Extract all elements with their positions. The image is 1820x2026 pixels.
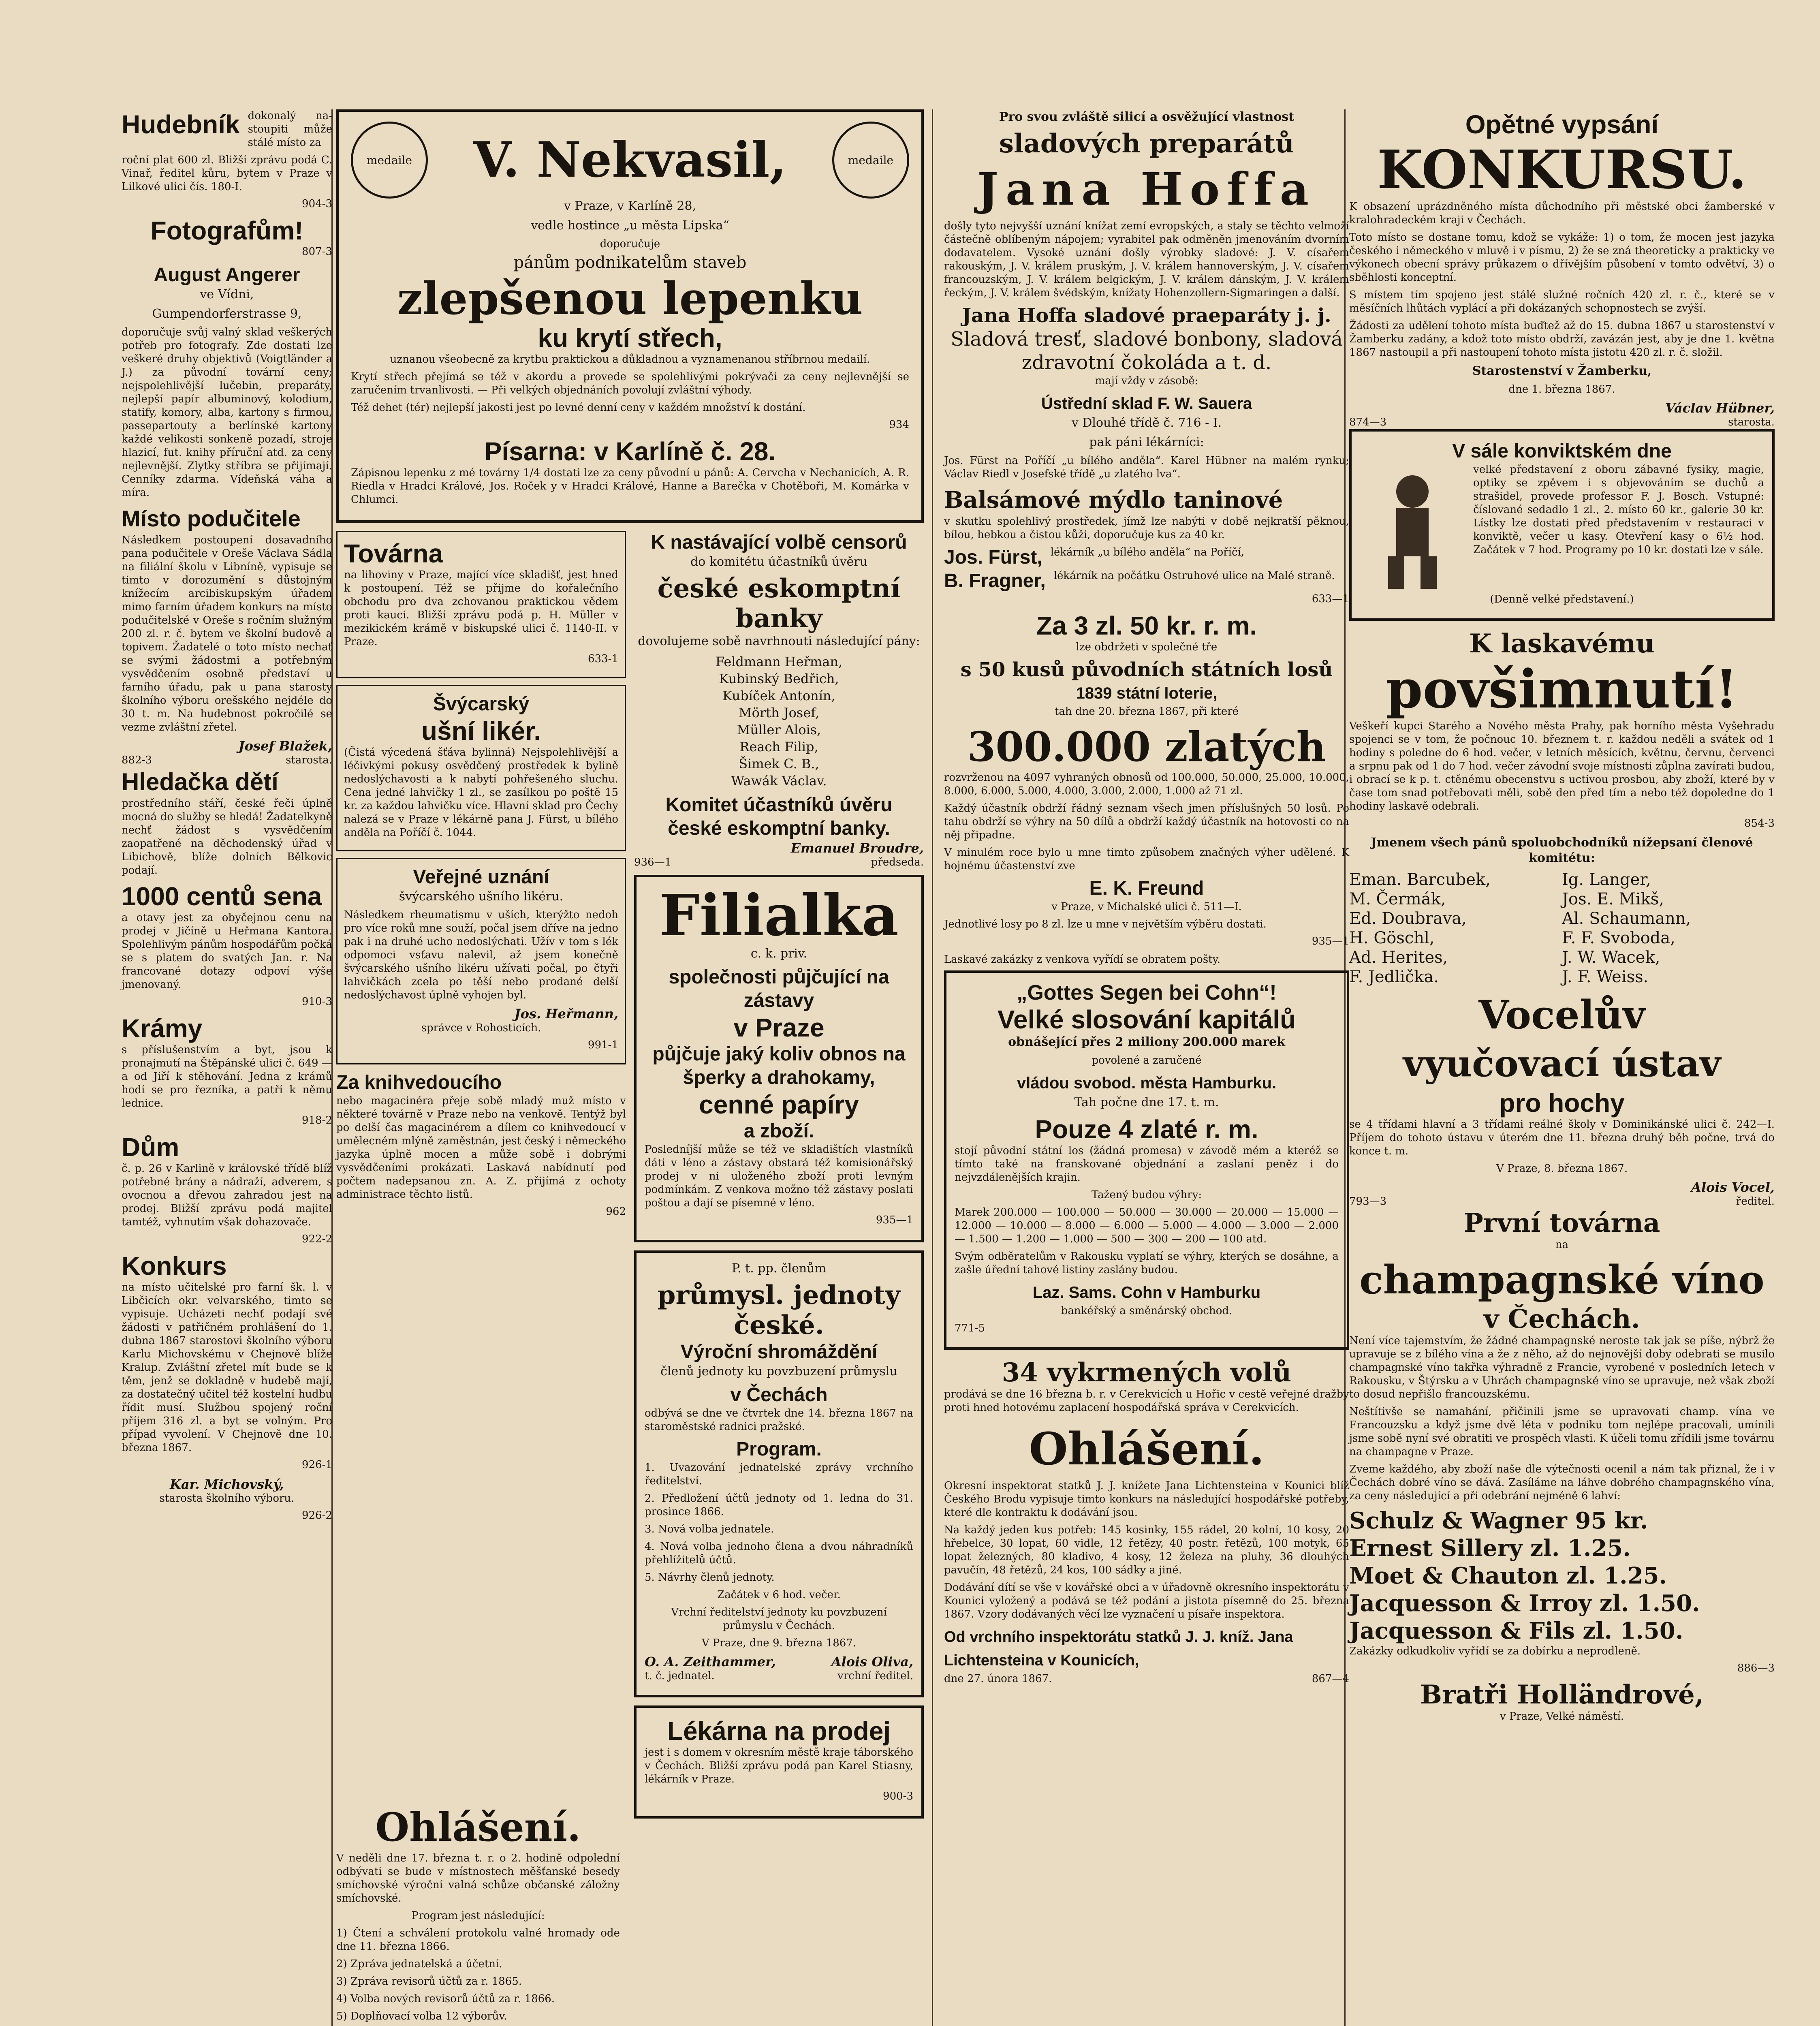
- ad-ref: 900-3: [883, 1790, 913, 1802]
- advertiser-hotel: vedle hostince „u města Lipska“: [531, 218, 729, 233]
- ad-title: KONKURSU.: [1377, 139, 1747, 201]
- committee: Komitet účastníků úvěru: [665, 794, 893, 816]
- ad-text: na lihoviny v Praze, mající více skladišť, jest hned k postoupení. Též se přijme do kořalečního obchodu pro dva zchovanou praktickou vědem proti kauci. Bližší zprávu podá p. H. Müller v mezikickém krámě v biskupské ulici č. 1140-II. v Praze.: [344, 569, 618, 648]
- list-item: F. F. Svoboda,: [1562, 929, 1675, 947]
- names-list: [634, 653, 924, 789]
- ad-censoru: [634, 531, 924, 869]
- ad-text: obnášející přes 2 miliony 200.000 marek: [1008, 1035, 1285, 1049]
- ad-text: rozvrženou na 4097 vyhraných obnosů od 100.000, 50.000, 25.000, 10.000, 8.000, 6.000, 5.000, 4.000, 3.000, 2.000, 1.000 až 71 zl.: [944, 772, 1349, 797]
- list-item: Ad. Herites,: [1349, 948, 1448, 967]
- ad-depot: Ústřední sklad F. W. Sauera: [1041, 395, 1252, 412]
- ad-org2: Vrchní ředitelství jednoty ku povzbuzení průmyslu v Čechách.: [671, 1606, 887, 1632]
- signature-role: ředitel.: [1736, 1195, 1775, 1207]
- medal-icon: medaile: [832, 122, 909, 199]
- committee-bank: české eskomptní banky.: [668, 818, 890, 839]
- ad-price: Za 3 zl. 50 kr. r. m.: [1036, 611, 1257, 640]
- ad-text: s příslušenstvím a byt, jsou k pronajmutí na Štěpánské ulici č. 649 — a od Jiří k stěhování. Jedna z krámů hodí se pro řezníka, a patří k němu lednice.: [122, 1044, 332, 1109]
- ad-fotografum: [122, 216, 332, 500]
- seller: B. Fragner,: [944, 570, 1046, 592]
- list-item: 1. Uvazování jednatelské zprávy vrchního ředitelství.: [645, 1462, 913, 1487]
- ad-text: Krytí střech přejímá se též v akordu a provede se spolehlivými pokrývači za ceny nejlevnější se zaručením trvanlivosti. — Při velkých objednáních povolují zvláštní výhody.: [351, 371, 909, 396]
- column-rule: [932, 109, 933, 2026]
- ad-ref: 918-2: [302, 1114, 332, 1126]
- ad-konvikt: [1349, 429, 1775, 621]
- ad-text: Toto místo se dostane tomu, kdož se vykáže: 1) o tom, že mocen jest jazyka českého i německého v mluvě i v písmu, 2) že se zná theoreticky a prakticky ve výkonech obecní správy průkazem o dřívějším působení v tomto odvětví, 3) o sběhlosti konceptní.: [1349, 231, 1775, 284]
- ad-text: Veškeří kupci Starého a Nového města Prahy, pak horního města Vyšehradu spojenci se v tom, že počnouc 10. březnem t. r. každou neděli a svátek od 1 hodiny s poledne do 6 hod. večer, v letních měsících, květnu, červnu, červenci a srpnu pak od 1 do 7 hod. večer závodní svoje místnosti zůplna zavírati budou, i obrací se k p. t. ctěnému obecenstvu s uctivou prosbou, aby zboží, které by v čase tom snad potřebovati měli, sobě den před tím a nebo též dopoledne do 1 hodiny laskavě odebrali.: [1349, 720, 1775, 812]
- ad-title: ušní likér.: [421, 716, 541, 746]
- ad-sub: vyučovací ústav: [1403, 1042, 1721, 1085]
- ad-price: Pouze 4 zlaté r. m.: [1035, 1115, 1258, 1144]
- place: v Praze: [733, 1013, 825, 1042]
- ad-balsam: [944, 485, 1349, 605]
- ad-purpose: ku krytí střech,: [538, 323, 722, 353]
- medal-icon: medaile: [351, 122, 428, 199]
- ad-ohlaseni-zalozna: [336, 1803, 620, 2026]
- list-item: 3. Nová volba jednatele.: [645, 1523, 774, 1535]
- ad-from: Od vrchního inspektorátu statků J. J. kníž. Jana Lichtensteina v Kounicích,: [944, 1628, 1293, 1669]
- signature-role: t. č. jednatel.: [645, 1670, 715, 1682]
- ad-prize: 300.000 zlatých: [967, 723, 1326, 771]
- ad-place: v Čechách.: [1484, 1304, 1640, 1334]
- signature-role: starosta.: [286, 754, 332, 766]
- list-item: Al. Schaumann,: [1562, 909, 1691, 928]
- ad-ref: 934: [889, 419, 909, 431]
- ad-depot-place: v Dlouhé třídě č. 716 - I.: [1071, 416, 1222, 430]
- ad-hoff: [944, 109, 1349, 481]
- ad-lead: Pro svou zvláště silicí a osvěžující vlastnost: [999, 110, 1295, 124]
- ad-ref: 771-5: [955, 1322, 985, 1334]
- list-item: Ernest Sillery zl. 1.25.: [1349, 1535, 1631, 1562]
- ad-text: Žádosti za udělení tohoto místa buďtež až do 15. dubna 1867 u starostenství v Žamberku zadány, a kdož toto místo obdrží, zavázán jest, aby je dne 1. května 1867 nastoupil a při nastoupení tohoto místa jistotu 420 zl. r. č. složil.: [1349, 320, 1775, 359]
- ad-sub: c. k. priv.: [750, 947, 807, 961]
- ad-ref: 910-3: [302, 996, 332, 1008]
- ad-ref: 633—1: [1312, 593, 1349, 605]
- ad-title: Ohlášení.: [375, 1804, 581, 1850]
- ad-text: odbývá se dne ve čtvrtek dne 14. března 1867 na staroměstské radnici pražské.: [645, 1407, 913, 1433]
- ad-ref: 886—3: [1737, 1662, 1775, 1674]
- ad-title: Ohlášení.: [1029, 1423, 1265, 1475]
- advertiser-name: August Angerer: [154, 264, 300, 286]
- ad-ref: 926-1: [302, 1459, 332, 1471]
- ad-sub: švýcarského ušního likéru.: [399, 889, 564, 904]
- ad-text: prodává se dne 16 března b. r. v Cerekvicích u Hořic v cestě veřejné dražby proti hned hotovému zaplacení hospodářská správa v Cerekvicích.: [944, 1388, 1349, 1414]
- list-item: Ig. Langer,: [1562, 870, 1651, 889]
- list-item: 2) Zpráva jednatelská a účetní.: [336, 1958, 502, 1970]
- start-time: Začátek v 6 hod. večer.: [717, 1589, 841, 1601]
- ad-svycarsky: [336, 685, 626, 851]
- ad-title: Lékárna na prodej: [667, 1716, 891, 1746]
- ad-ref: 633-1: [588, 653, 618, 665]
- ad-ref: 882-3: [122, 754, 152, 766]
- ad-text: se 4 třídami hlavní a 3 třídami reálné školy v Dominikánské ulici č. 242—I. Příjem do tohoto ústavu v úterém dne 11. března druhý běh počne, trvá do konce t. m.: [1349, 1118, 1775, 1157]
- ad-title: Dům: [122, 1133, 179, 1162]
- ad-dum: [122, 1132, 332, 1245]
- ad-ref: 904-3: [302, 198, 332, 210]
- ad-items: Na každý jeden kus potřeb: 145 kosinky, 155 rádel, 20 kolní, 10 kosy, 20 hřebelce, 30 lopat, 60 vidle, 12 řetězy, 40 postr. řetězů, 100 motyk, 65 lopat železných, 80 kladivo, 4 kosy, 12 železa na pluhy, 36 dlouhých pavučín, 48 řetězů, 24 kos, 100 sádky a jiné.: [944, 1524, 1349, 1576]
- ad-text: cenné papíry: [699, 1090, 859, 1119]
- ad-tovarna: [336, 531, 626, 678]
- signature: Jos. Heřmann,: [514, 1006, 618, 1022]
- ad-filialka: [634, 875, 924, 1242]
- ad-hledacka: [122, 767, 332, 877]
- ad-lots: s 50 kusů původních státních losů: [960, 658, 1333, 681]
- office: Starostenství v Žamberku,: [1472, 364, 1652, 378]
- ad-date: V Praze, dne 9. března 1867.: [701, 1637, 857, 1649]
- names-title: Jmenem všech pánů spoluobchodníků nížepsaní členové komitétu:: [1371, 836, 1753, 865]
- list-item: 4. Nová volba jednoho člena a dvou náhradníků přehlížitelů účtů.: [645, 1541, 913, 1566]
- ad-title: 1000 centů sena: [122, 882, 322, 911]
- brand-price-list: [1349, 1507, 1775, 1645]
- ad-text: povolené a zaručené: [1092, 1054, 1202, 1066]
- ad-title: Vocelův: [1478, 992, 1645, 1038]
- firm: Laz. Sams. Cohn v Hamburku: [1032, 1284, 1261, 1302]
- ad-text: a otavy jest za obyčejnou cenu na prodej v Jičíně u Heřmana Kantora. Spolehlivým pánům hospodářům počká se s platem do svatých Jan. r. Na francované dotazy odpoví výše jmenovaný.: [122, 912, 332, 991]
- list-item: 1) Čtení a schválení protokolu valné hromady ode dne 11. března 1866.: [336, 1927, 620, 1953]
- ad-za-knihvedouciho: [336, 1071, 626, 1218]
- ad-text: V neděli dne 17. března t. r. o 2. hodině odpolední odbývati se bude v místnostech měšťanské besedy smíchovské výroční valná schůze občanské záložny smíchovské.: [336, 1852, 620, 1904]
- ad-date: V Praze, 8. března 1867.: [1496, 1163, 1628, 1175]
- list-item: Reach Filip,: [739, 739, 818, 754]
- ad-pharm: pak páni lékárníci:: [1089, 435, 1204, 449]
- ad-bank: české eskomptní banky: [657, 573, 901, 634]
- ad-seno: [122, 881, 332, 1008]
- ad-note: (Denně velké představení.): [1490, 593, 1634, 605]
- ad-title: Krámy: [122, 1014, 203, 1043]
- ad-title: Fotografům!: [150, 216, 303, 245]
- ad-ref: 867—4: [1312, 1673, 1349, 1685]
- ad-text: Tažený budou výhry:: [1091, 1189, 1202, 1201]
- ad-title: Konkurs: [122, 1251, 227, 1280]
- ad-pharms: Jos. Fürst na Poříčí „u bílého anděla“. Karel Hübner na malém rynku; Václav Riedl v Josefské třídě „u zlatého lva“.: [944, 455, 1349, 480]
- list-item: Schulz & Wagner 95 kr.: [1349, 1507, 1648, 1534]
- ad-name2: Jana Hoffa sladové praeparáty j. j.: [962, 304, 1331, 327]
- ad-text: Zveme každého, aby zboží naše dle výtečnosti ocenil a nám tak přiznal, že i v Čechách dobré víno se dává. Zasíláme na láhve dobrého champagnského vína, za ceny následující a při odebrání nejméně 6 lahví:: [1349, 1463, 1775, 1502]
- ad-title: Továrna: [344, 539, 443, 568]
- firm-desc: bankéřský a směnárský obchod.: [1061, 1305, 1233, 1317]
- list-item: F. Jedlička.: [1349, 968, 1439, 986]
- ad-place: v Čechách: [730, 1384, 828, 1406]
- ad-year: 1839 státní loterie,: [1076, 684, 1218, 702]
- ad-text: V minulém roce bylo u mne timto způsobem značných výher udělené. K hojnému účastenství zve: [944, 846, 1349, 872]
- advertiser-place: v Praze, v Karlíně 28,: [564, 199, 696, 213]
- firm: E. K. Freund: [1089, 878, 1204, 899]
- ad-title: průmysl. jednoty české.: [657, 1280, 901, 1340]
- signature: O. A. Zeithammer,: [645, 1654, 776, 1669]
- ad-vocel: [1349, 991, 1775, 1208]
- ad-text: jest i s domem v okresním městě kraje táborského v Čechách. Bližší zprávu podá pan Karel Stiasny, lékárník v Praze.: [645, 1746, 913, 1785]
- ad-loterie: [944, 611, 1349, 966]
- ad-ref: 935—1: [876, 1214, 913, 1226]
- firm-address: v Praze, v Michalské ulici č. 511—I.: [1051, 901, 1242, 913]
- ad-lead: První továrna: [1463, 1208, 1660, 1238]
- ad-title: 34 vykrmených volů: [1002, 1357, 1292, 1388]
- list-item: Feldmann Heřman,: [715, 654, 843, 669]
- advertiser-name: V. Nekvasil,: [473, 131, 787, 188]
- list-item: Mörth Josef,: [738, 705, 820, 720]
- signature-role: správce v Rohosticích.: [421, 1022, 541, 1034]
- ad-text: půjčuje jaký koliv obnos na: [652, 1043, 906, 1065]
- ad-text: Jednotlivé losy po 8 zl. lze u mne v největším výběru dostati.: [944, 918, 1267, 930]
- column-3: [944, 109, 1349, 1690]
- ad-slogan: „Gottes Segen bei Cohn“!: [1017, 981, 1277, 1004]
- list-item: 2. Předložení účtů jednoty od 1. ledna do 31. prosince 1866.: [645, 1492, 913, 1518]
- ad-misto-podučitele: [122, 504, 332, 767]
- ad-title: povšimnutí!: [1386, 658, 1738, 720]
- list-item: Kubíček Antonín,: [722, 688, 835, 703]
- ad-draw: Tah počne dne 17. t. m.: [1074, 1095, 1219, 1109]
- ad-text: Neštítivše se namahání, přičinili jsme se upravovati champ. vína ve Francouzsku a když jsme dvě léta v podniku tom nejlépe pracovali, umínili jsme sobě nyní své obratiti ve prospěch vlasti. K účeli tomu zřídili jsme továrnu na champagne v Praze.: [1349, 1406, 1775, 1458]
- ad-povsimnuti: [1349, 629, 1775, 987]
- list-item: Wawák Václav.: [731, 773, 827, 789]
- list-item: J. F. Weiss.: [1562, 968, 1649, 986]
- prize-list: Marek 200.000 — 100.000 — 50.000 — 30.000 — 20.000 — 15.000 — 12.000 — 10.000 — 8.000 — 6.000 — 5.000 — 4.000 — 3.000 — 2.000 — 1.500 — 1.200 — 1.000 — 500 — 300 — 200 — 100 atd.: [955, 1206, 1339, 1245]
- ad-date: dne 1. března 1867.: [1508, 383, 1615, 395]
- ad-title: Hledačka dětí: [122, 768, 278, 795]
- ad-sub: sladových preparátů: [999, 128, 1295, 159]
- ad-text: v skutku spolehlivý prostředek, jímž lze nabýti v době nejkratší pěknou, bílou, hebkou a čistou kůži, doporučuje kus za 40 kr.: [944, 515, 1349, 541]
- program-title: Program jest následující:: [411, 1910, 545, 1922]
- ad-text: prostředního stáří, české řeči úplně mocná do služby se hledá! Žadatelkyně nechť žádost s vysvědčením zaopatřené na děchodenský úřad v Libichově, blíže dolních Bělkovic podají.: [122, 797, 332, 876]
- ad-text: Není více tajemstvím, že žádné champagnské neroste tak jak se píše, nýbrž že upravuje se z bílého vína a že z něho, až do nejnovější doby odebrati se musilo champagnské víno takřka výhradně z Francie, vyrobené v posledních letech v Rakousku, v Štýrsku a v Uhrách champagnské víno se upravuje, než však zboží to dosud nepřišlo francouzskému.: [1349, 1335, 1775, 1400]
- ad-ref: 807-3: [302, 246, 332, 258]
- ad-audience: pánům podnikatelům staveb: [513, 253, 747, 272]
- ad-title: Veřejné uznání: [413, 866, 549, 888]
- advertiser-street: Gumpendorferstrasse 9,: [152, 307, 302, 321]
- ad-office: Písarna: v Karlíně č. 28.: [484, 437, 776, 466]
- list-item: M. Čermák,: [1349, 890, 1446, 908]
- ad-text: nebo magacinéra přeje sobě mladý muž místo v některé továrně v Praze nebo na venkově. Tentýž byl po delší čas magacinérem a dílem co knihvedoucí v umělecném mlýně zaměstnán, jest český i německého jazyka úplně mocen a může sobě i dobrými vysvědčeními prokázati. Laskavá nabídnutí pod počtem nadepsanou zn. A. Z. přijímá z ochoty administrace těchto listů.: [336, 1095, 626, 1201]
- ad-title: Balsámové mýdlo taninové: [944, 487, 1283, 513]
- signature-role: vrchní ředitel.: [837, 1670, 913, 1682]
- list-item: Ed. Doubrava,: [1349, 909, 1467, 928]
- ad-note: Laskavé zakázky z venkova vyřídí se obratem pošty.: [944, 953, 1221, 966]
- column-4: [1349, 109, 1775, 1727]
- magician-illustration-icon: [1360, 463, 1465, 593]
- firm: Bratři Holländrové,: [1420, 1680, 1704, 1710]
- signature: Alois Vocel,: [1691, 1180, 1775, 1195]
- list-item: J. W. Wacek,: [1562, 948, 1660, 967]
- ad-lekarna: [634, 1705, 924, 1819]
- list-item: 5) Doplňovací volba 12 výborův.: [336, 2010, 507, 2022]
- ad-text: Zakázky odkudkoliv vyřídí se za dobírku a neprodleně.: [1349, 1645, 1641, 1657]
- ad-ref: 922-2: [302, 1233, 332, 1245]
- ad-konkurs: [122, 1251, 332, 1522]
- ad-lead: Opětné vypsání: [1465, 110, 1659, 139]
- ad-text: uznanou všeobecně za krytbu praktickou a důkladnou a vyznamenanou stříbrnou medailí.: [390, 353, 870, 365]
- signature: Josef Blažek,: [238, 738, 332, 754]
- signature-role: starosta školního výboru.: [159, 1492, 295, 1505]
- ad-konkursu: [1349, 109, 1775, 429]
- list-item: H. Göschl,: [1349, 929, 1435, 947]
- names-grid: [1349, 870, 1775, 987]
- ad-text: Svým odběratelům v Rakousku vyplatí se výhry, kterých se dosáhne, a zašle úřední tahové listiny zaslány budou.: [955, 1250, 1339, 1276]
- company: společnosti půjčující na zástavy: [669, 966, 889, 1011]
- ad-text: velké představení z oboru zábavné fysiky, magie, optiky se zpěvem i s objevováním se duchů a strašidel, provede professor F. J. Bosch. Vstupné: číslované sedadlo 1 zl., 2. místo 60 kr., galerie 30 kr. Lístky lze dostati před představením v restauraci v konviktě, večer u kasy. Otevření kasy o 6½ hod. Začátek v 7 hod. Programy po 10 kr. dostati lze v sále.: [1473, 464, 1764, 556]
- ad-champagne: [1349, 1208, 1775, 1723]
- column-1: [122, 109, 332, 1527]
- ad-title: Místo podučitele: [122, 506, 301, 531]
- ad-prumysl: [634, 1250, 924, 1697]
- ad-product: zlepšenou lepenku: [397, 272, 863, 325]
- ad-nekvasil: [336, 109, 924, 523]
- program-title: Program.: [736, 1438, 822, 1460]
- list-item: Kubinský Bedřich,: [719, 671, 839, 686]
- ad-ohlaseni-kounice: [944, 1419, 1349, 1690]
- signature: Emanuel Broudre,: [790, 840, 924, 856]
- ad-text: Následkem postoupení dosavadního pana podučitele v Oreše Václava Sádla na filiální školu v Libníně, vypisuje se timto v dorozumění s důstojným knížecím arcibiskupským úřadem mimo farním úřadem konkurs na místo podučitelské v Oreše s ročním služným 200 zl. r. č. bytem ve školní budově a topivem. Žadatelé o toto místo nechať se svými žádostmi a potřebným vysvědčením osobně představí u farního úřadu, pak u pana starosty školního výboru orešského nejdéle do 30 t. m. Na hudebnost pokročilé se vezme zvláštní zřetel.: [122, 534, 332, 733]
- ad-annual: Výroční shromáždění: [680, 1341, 878, 1363]
- ad-ref: 936—1: [634, 856, 672, 868]
- ad-verejne-uznani: [336, 858, 626, 1064]
- ad-text: K obsazení uprázdněného místa důchodního při městské obci žamberské v kralohradeckém kraji v Čechách.: [1349, 201, 1775, 226]
- ad-text: lze obdržeti v společné tře: [1076, 641, 1218, 653]
- ad-what: Sladová tresť, sladové bonbony, sladová zdravotní čokoláda a t. d.: [951, 328, 1343, 374]
- list-item: Müller Alois,: [737, 722, 821, 737]
- ad-ref: 854-3: [1744, 817, 1775, 829]
- ad-voly: [944, 1358, 1349, 1415]
- ad-ref: 926-2: [302, 1509, 332, 1522]
- ad-text: roční plat 600 zl. Bližší zprávu podá C. Vinař, ředitel kůru, bytem v Praze v Lilkové ulici čís. 180-I.: [122, 154, 332, 193]
- ad-hudebnik: [122, 109, 332, 210]
- ad-title: Velké slosování kapitálů: [997, 1005, 1296, 1034]
- ad-text: č. p. 26 v Karlině v královské třídě blíž potřebné brány a nádraží, adverem, s ovocnou a dřevou zahradou jest na prodej. Bližší zprávu podá majitel tamtéž, vyhnutím však dohazovače.: [122, 1163, 332, 1228]
- ad-text: Okresní inspektorat statků J. J. knížete Jana Lichtensteina v Kounici blíž Českého Brodu vypisuje timto konkurs na následující hospodářské potřeby, které dle kontraktu k dodávání jsou.: [944, 1480, 1349, 1519]
- list-item: Šimek C. B.,: [739, 756, 819, 772]
- ad-title: Za knihvedoucího: [336, 1072, 502, 1093]
- ad-text: a zboží.: [743, 1120, 814, 1142]
- ad-na: na: [1555, 1239, 1569, 1251]
- firm-address: v Praze, Velké náměstí.: [1500, 1710, 1624, 1723]
- seller-address: lékárník „u bílého anděla“ na Poříčí,: [1050, 546, 1245, 558]
- ad-text: na místo učitelské pro farní šk. l. v Libčicích okr. velvarského, timto se vypisuje. Ucházeti nechť podají své žádosti v patřičném prohlášení do 1. dubna 1867 starostovi školního výboru Karlu Michovskému v Chejnově blíže Kralup. Zvláštní zřetel mít bude se k těm, jenž se dokladně v hudebě mají, za dostatečný učitel též kostelní hudbu řídit musí. Službou spojený roční příjem 316 zl. a byt se volným. Pro případ vyvolení. V Chejnově dne 10. března 1867.: [122, 1281, 332, 1454]
- ad-draw: tah dne 20. března 1867, při které: [1054, 705, 1239, 718]
- list-item: Moet & Chauton zl. 1.25.: [1349, 1562, 1667, 1589]
- ad-text: dovolujeme sobě navrhnouti následující pány:: [638, 634, 920, 648]
- list-item: 5. Návrhy členů jednoty.: [645, 1571, 775, 1584]
- ad-ref: 991-1: [588, 1039, 618, 1051]
- ad-title: Hudebník: [122, 110, 240, 139]
- list-item: Jos. E. Mikš,: [1562, 890, 1664, 908]
- ad-text: Též dehet (tér) nejlepší jakosti jest po levné denní ceny v každém množství k dostání.: [351, 402, 806, 414]
- ad-text: Každý účastník obdrží řádný seznam všech jmen příslušných 50 losů. Po tahu obdrží se výhry na 50 dílů a obdrží každý účastník na hotovosti co na něj připadne.: [944, 802, 1349, 841]
- ad-text: stojí původní státní los (žádná promesa) v závodě mém a kteréž se tímto také na franskované objednání a zaslaní peněz i do nejvzdálenějších krajin.: [955, 1145, 1339, 1184]
- list-item: Eman. Barcubek,: [1349, 870, 1491, 889]
- ad-recommend: doporučuje: [600, 238, 660, 250]
- ad-lead: dokonalý na-stoupiti může stálé místo za: [248, 110, 332, 149]
- column-2: [336, 109, 924, 2022]
- list-item: Jacquesson & Fils zl. 1.50.: [1349, 1618, 1683, 1644]
- ad-date: dne 27. února 1867.: [944, 1673, 1052, 1685]
- ad-ref: 874—3: [1349, 416, 1387, 428]
- ad-ref: 935—1: [1312, 935, 1349, 947]
- ad-lead: P. t. pp. členům: [731, 1261, 827, 1276]
- ad-text: Zápisnou lepenku z mé továrny 1/4 dostati lze za ceny původní u pánů: A. Cervcha v Nechanicích, A. R. Riedla v Hradci Králové, Jos. Roček y v Hradci Králové, Hanne a Barečka v Chotěboři, M. Komárka v Chlumci.: [351, 467, 909, 506]
- signature: Kar. Michovský,: [170, 1477, 284, 1492]
- ad-title: champagnské víno: [1359, 1257, 1764, 1303]
- advertiser-place: ve Vídni,: [200, 287, 254, 301]
- signature: Václav Hübner,: [1665, 400, 1775, 416]
- signature: Alois Oliva,: [831, 1654, 913, 1669]
- ad-text: došly tyto nejvyšší uznání knížat zemí evropských, a staly se těchto velmoží částečně oblíbeným nápojem; vyrabitel pak odměněn jmenováním dvorním dodavatelem. Vysoké uznání došly výrobky sladové: J. V. císařem rakouským, J. V. králem pruským, J. V. králem hannoverským, J. V. císařem francouzským, J. V. králem belgickým, J. V. králem dánským, J. V. králem řeckým, J. V. králem švédským, knížaty Hohenzollern-Sigmaringen a další.: [944, 220, 1349, 299]
- ad-title: Jana Hoffa: [977, 163, 1316, 215]
- ad-text: Posledníjší může se též ve skladištích vlastníků dáti v léno a zástavy obstará též komisionářský prodej v ni uloženého zboží proti levným podmínkám. Z venkova možno též zástavy poslati poštou a dají se písemné v léno.: [645, 1143, 913, 1209]
- ad-text: šperky a drahokamy,: [683, 1067, 875, 1088]
- ad-text: doporučuje svůj valný sklad veškerých potřeb pro fotografy. Zde dostati lze veškeré druhy objektivů (Voigtländer a J.) za původní tovární ceny; nejspolehlivější lučebin, preparáty, nejlepší papír albuminový, kolodium, statify, komory, alba, kartony s firmou, passepartouty a berlínské kartony každé velikosti sonkeně pozadí, stroje hlazicí, fut. knihy příruční atd. za ceny nejlevnější. Zlytky stříbra se přijímají. Cenníky zdarma. Vídeňská váha a míra.: [122, 326, 332, 499]
- ad-kramy: [122, 1013, 332, 1126]
- seller: Jos. Fürst,: [944, 547, 1042, 568]
- ad-org: členů jednoty ku povzbuzení průmyslu: [660, 1364, 897, 1378]
- ad-title: Filialka: [659, 883, 899, 949]
- signature-role: starosta.: [1728, 416, 1775, 428]
- ad-ref: 962: [606, 1205, 626, 1218]
- ad-lead: K laskavému: [1469, 628, 1655, 659]
- list-item: 4) Volba nových revisorů účtů za r. 1866.: [336, 1993, 555, 2005]
- ad-ref: 793—3: [1349, 1195, 1387, 1207]
- ad-text: (Čistá výcedená šťáva bylinná) Nejspolehlivější a léčivkými pokusy osvědčený prostředek k bylině nedoslýchavosti a k nabytí pohřešeného sluchu. Cena jedné lahvičky 1 zl., se zasílkou po poště 15 kr. za každou lahvičku více. Hlavní sklad pro Čechy nalezá se v Praze v lékárně pana J. Fürst, u bílého anděla na Poříčí č. 1044.: [344, 746, 618, 839]
- ad-text: vládou svobod. města Hamburku.: [1017, 1074, 1277, 1092]
- ad-cohn: [944, 970, 1349, 1350]
- ad-lead: K nastávající volbě censorů: [651, 532, 907, 553]
- ad-to: do komitétu účastníků úvěru: [690, 555, 867, 569]
- ad-for: pro hochy: [1499, 1088, 1625, 1118]
- ad-sold: mají vždy v zásobě:: [1095, 375, 1198, 387]
- list-item: Jacquesson & Irroy zl. 1.50.: [1349, 1590, 1700, 1617]
- ad-title: V sále konviktském dne: [1452, 440, 1672, 462]
- seller-address: lékárník na počátku Ostruhové ulice na Malé straně.: [1053, 570, 1335, 582]
- list-item: 3) Zpráva revisorů účtů za r. 1865.: [336, 1975, 522, 1988]
- ad-text: Dodávání dítí se vše v kovářské obci a v úřadovně okresního inspektorátu v Kounici vyložený a podává se též podání a jistota písemně do 25. března 1867. Vzory dodávaných věcí lze vyznačení u písaře inspektora.: [944, 1581, 1349, 1620]
- ad-title: Švýcarský: [433, 693, 530, 715]
- ad-text: S místem tím spojeno jest stálé služné ročních 420 zl. r. č., které se v měsíčních lhůtách vyplácí a při dokázaných schopnostech se zvýší.: [1349, 289, 1775, 314]
- ad-text: Následkem rheumatismu v uších, kterýžto nedoh pro více roků mne souží, počal jsem dříve na jedno pak i na druhé ucho nedoslýchati. Užív v tom s lék odpomoci vsťavu nalevil, až jsem konečně švýcarského ušního likéru užívati počal, po čtyři lahvičkách zcela po těší nebo prodané delší nedoslýchavost úplně vyhojen byl.: [344, 909, 618, 1001]
- signature-role: předseda.: [871, 856, 924, 868]
